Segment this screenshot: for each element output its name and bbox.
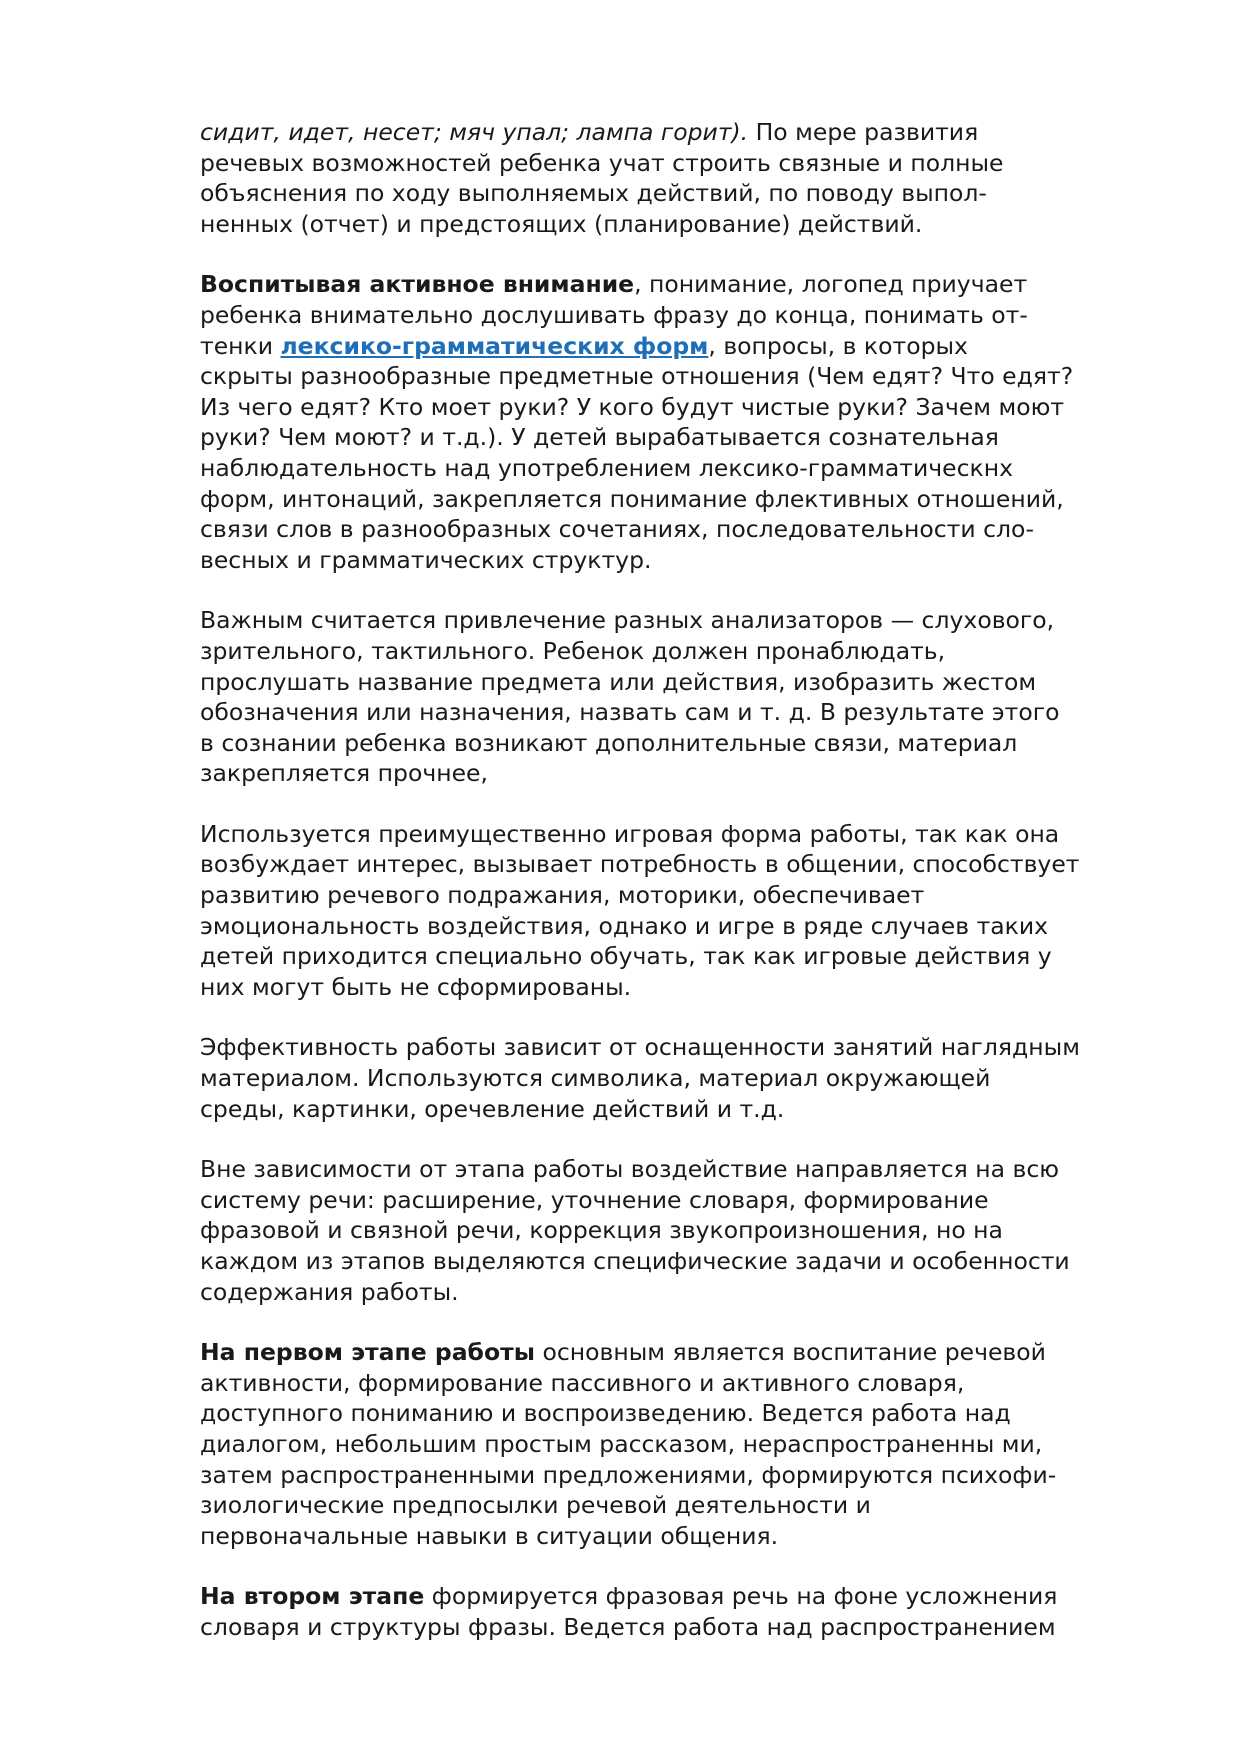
italic-examples: сидит, идет, несет; мяч упал; лампа горит). [200, 118, 749, 146]
paragraph-text: , понимание, логопед приучает ребенка внимательно дослушивать фразу до конца, понимать от- тенки [200, 270, 1028, 360]
paragraph-text: формируется фразовая речь на фоне усложнения словаря и структуры фразы. Ведется работа над распространением [200, 1582, 1058, 1641]
lexical-grammatical-forms-link[interactable]: лексико-грамматических форм [280, 331, 709, 360]
paragraph-first-stage [200, 1337, 1120, 1551]
paragraph-text: основным является воспитание речевой активности, формирование пассивного и активного словаря, доступного пониманию и воспроизведению. Ведется работа над диалогом, небольшим простым рассказом, нераспространенны ми, затем распространенными предложениями, формируются психофи- зиологические предпосылки речевой деятельности и первоначальные навыки в ситуации общения. [200, 1338, 1057, 1550]
document-page [200, 117, 1120, 1643]
paragraph-text: Эффективность работы зависит от оснащенности занятий наглядным материалом. Используются символика, материал окружающей среды, картинки, оречевление действий и т.д. [200, 1033, 1080, 1123]
paragraph-game-form [200, 819, 1120, 1003]
paragraph-speech-explanations [200, 117, 1120, 239]
paragraph-analyzers [200, 605, 1120, 789]
paragraph-text: Важным считается привлечение разных анализаторов — слухового, зрительного, тактильного. Ребенок должен пронаблюдать, прослушать название предмета или действия, изобразить жестом обозначения или назначения, назвать сам и т. д. В результате этого в сознании ребенка возникают дополнительные связи, материал закрепляется прочнее, [200, 606, 1060, 788]
paragraph-text: , вопросы, в которых скрыты разнообразные предметные отношения (Чем едят? Что едят? Из чего едят? Кто моет руки? У кого будут чистые руки? Зачем моют руки? Чем моют? и т.д.). У детей вырабатывается сознательная наблюдательность над употреблением лексико-грамматическнх форм, интонаций, закрепляется понимание флективных отношений, связи слов в разнообразных сочетаниях, последовательности сло- весных и грамматических структур. [200, 331, 1074, 574]
paragraph-second-stage [200, 1581, 1120, 1642]
bold-lead: На первом этапе работы [200, 1338, 535, 1367]
bold-lead: На втором этапе [200, 1582, 425, 1611]
paragraph-active-attention [200, 269, 1120, 575]
paragraph-text: По мере развития речевых возможностей ребенка учат строить связные и полные объяснения по ходу выполняемых действий, по поводу выпол- ненных (отчет) и предстоящих (планирование) действий. [200, 118, 1004, 238]
paragraph-text: Вне зависимости от этапа работы воздействие направляется на всю систему речи: расширение, уточнение словаря, формирование фразовой и связной речи, коррекция звукопроизношения, но на каждом из этапов выделяются специфические задачи и особенности содержания работы. [200, 1155, 1070, 1306]
paragraph-speech-system [200, 1154, 1120, 1307]
bold-lead: Воспитывая активное внимание [200, 270, 635, 299]
paragraph-text: Используется преимущественно игровая форма работы, так как она возбуждает интерес, вызывает потребность в общении, способствует развитию речевого подражания, моторики, обеспечивает эмоциональность воздействия, однако и игре в ряде случаев таких детей приходится специально обучать, так как игровые действия у них могут быть не сформированы. [200, 819, 1080, 1001]
paragraph-visual-material [200, 1032, 1120, 1124]
